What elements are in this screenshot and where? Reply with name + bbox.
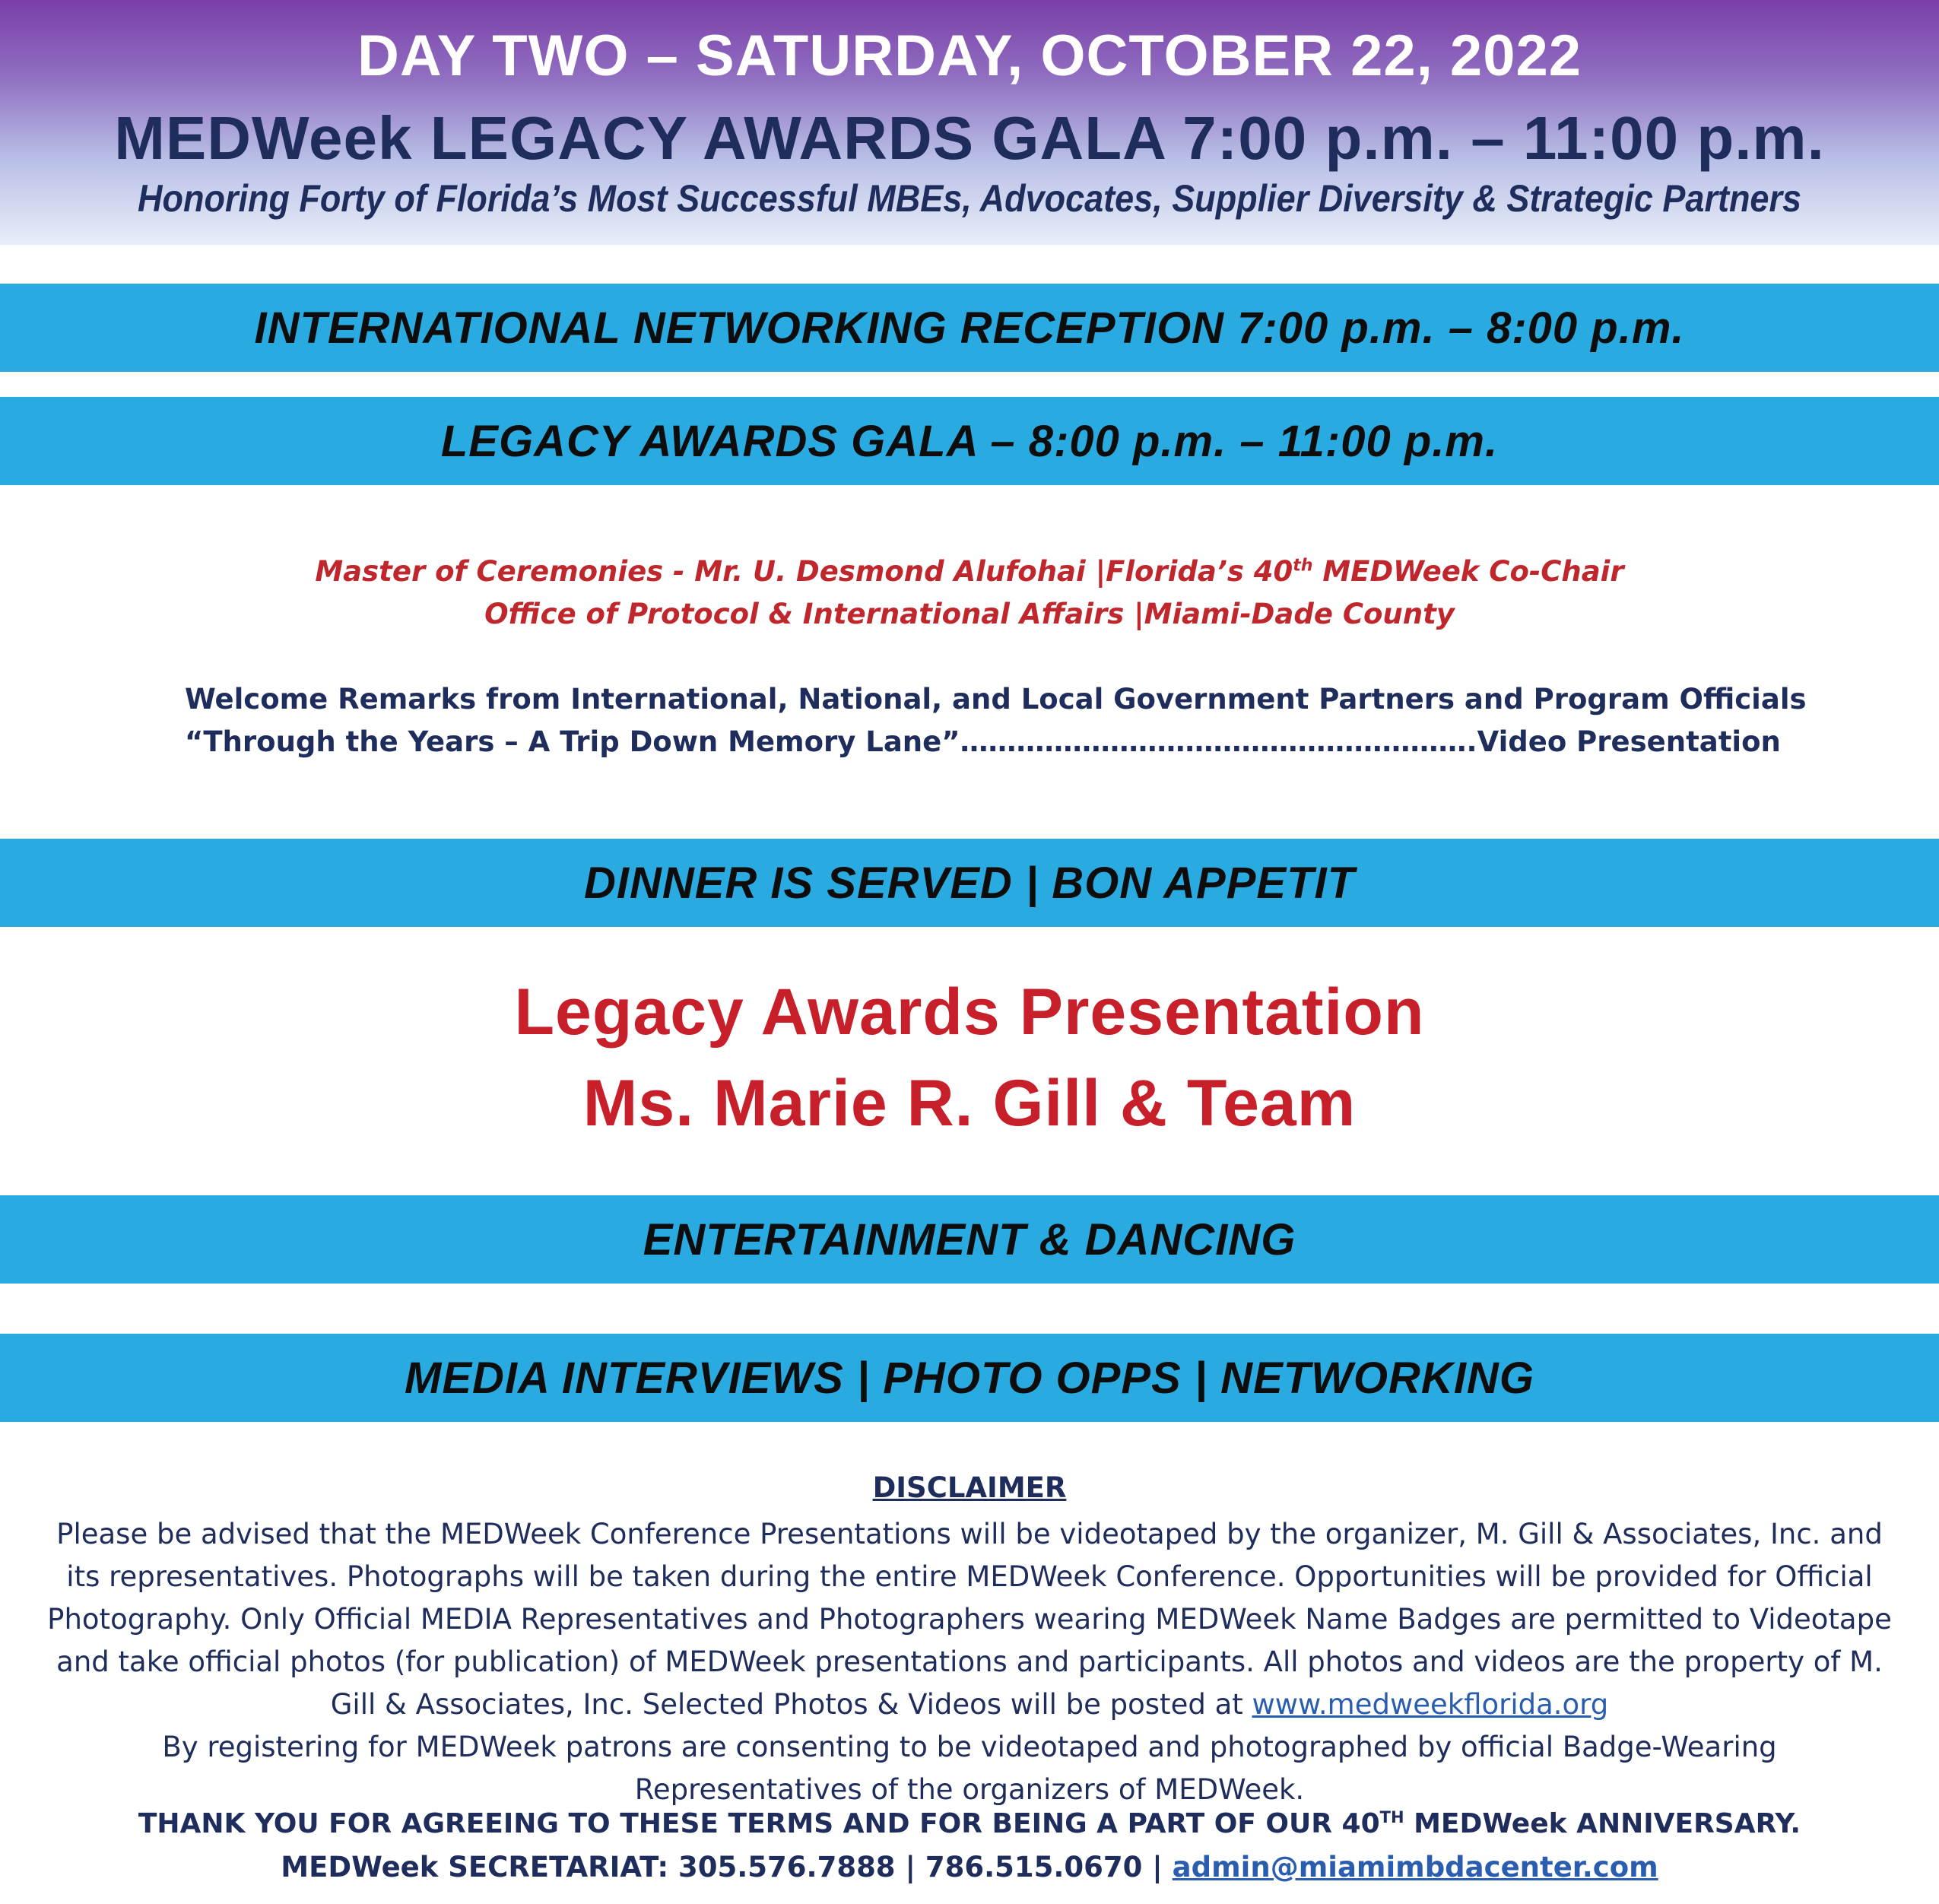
dinner-heading: DINNER IS SERVED | BON APPETIT bbox=[583, 858, 1356, 908]
gala-heading: LEGACY AWARDS GALA – 8:00 p.m. – 11:00 p.m. bbox=[440, 416, 1499, 466]
entertainment-band bbox=[0, 1195, 1939, 1284]
awards-presenter: Ms. Marie R. Gill & Team bbox=[582, 1067, 1357, 1140]
disclaimer-body bbox=[46, 1513, 1893, 1811]
disclaimer-title: DISCLAIMER bbox=[872, 1471, 1067, 1504]
email-link[interactable]: admin@miamimbdacenter.com bbox=[1172, 1851, 1658, 1883]
protocol-office-line: Office of Protocol & International Affairs |Miami-Dade County bbox=[484, 598, 1455, 630]
thank-you-line: THANK YOU FOR AGREEING TO THESE TERMS AND FOR BEING A PART OF OUR 40TH MEDWeek ANNIVERSARY. bbox=[138, 1808, 1801, 1839]
master-of-ceremonies: Master of Ceremonies - Mr. U. Desmond Alufohai |Florida’s 40th MEDWeek Co-Chair bbox=[315, 555, 1624, 588]
reception-heading: INTERNATIONAL NETWORKING RECEPTION 7:00 p.m. – 8:00 p.m. bbox=[254, 303, 1685, 353]
awards-title: Legacy Awards Presentation bbox=[514, 976, 1425, 1049]
website-link[interactable]: www.medweekflorida.org bbox=[1252, 1688, 1609, 1721]
video-presentation: “Through the Years – A Trip Down Memory Lane”……………………………………………….Video Presentation bbox=[185, 725, 1781, 758]
day-title: DAY TWO – SATURDAY, OCTOBER 22, 2022 bbox=[357, 24, 1582, 88]
reception-band bbox=[0, 284, 1939, 372]
media-heading: MEDIA INTERVIEWS | PHOTO OPPS | NETWORKING bbox=[405, 1353, 1534, 1403]
gala-title: MEDWeek LEGACY AWARDS GALA 7:00 p.m. – 11:00 p.m. bbox=[114, 104, 1825, 172]
secretariat-contact: MEDWeek SECRETARIAT: 305.576.7888 | 786.515.0670 | admin@miamimbdacenter.com bbox=[281, 1851, 1658, 1883]
media-band bbox=[0, 1334, 1939, 1422]
welcome-remarks: Welcome Remarks from International, National, and Local Government Partners and Program Officials bbox=[185, 683, 1807, 716]
consent-text: By registering for MEDWeek patrons are consenting to be videotaped and photographed by official Badge-Wearing Representatives of the organizers of MEDWeek. bbox=[162, 1731, 1777, 1806]
entertainment-heading: ENTERTAINMENT & DANCING bbox=[643, 1214, 1296, 1265]
event-header bbox=[0, 0, 1939, 245]
dinner-band bbox=[0, 839, 1939, 927]
gala-band bbox=[0, 397, 1939, 485]
honoring-subtitle: Honoring Forty of Florida’s Most Successful MBEs, Advocates, Supplier Diversity & Strategic Partners bbox=[137, 177, 1802, 220]
disclaimer-text: Please be advised that the MEDWeek Conference Presentations will be videotaped by the organizer, M. Gill & Associates, Inc. and its representatives. Photographs will be taken during the entire MEDWeek Conference. Opportunities will be provided for Official Photography. Only Official MEDIA Representatives and Photographers wearing MEDWeek Name Badges are permitted to Videotape and take official photos (for publication) of MEDWeek presentations and participants. All photos and videos are the property of M. Gill & Associates, Inc. Selected Photos & Videos will be posted at bbox=[47, 1518, 1892, 1721]
